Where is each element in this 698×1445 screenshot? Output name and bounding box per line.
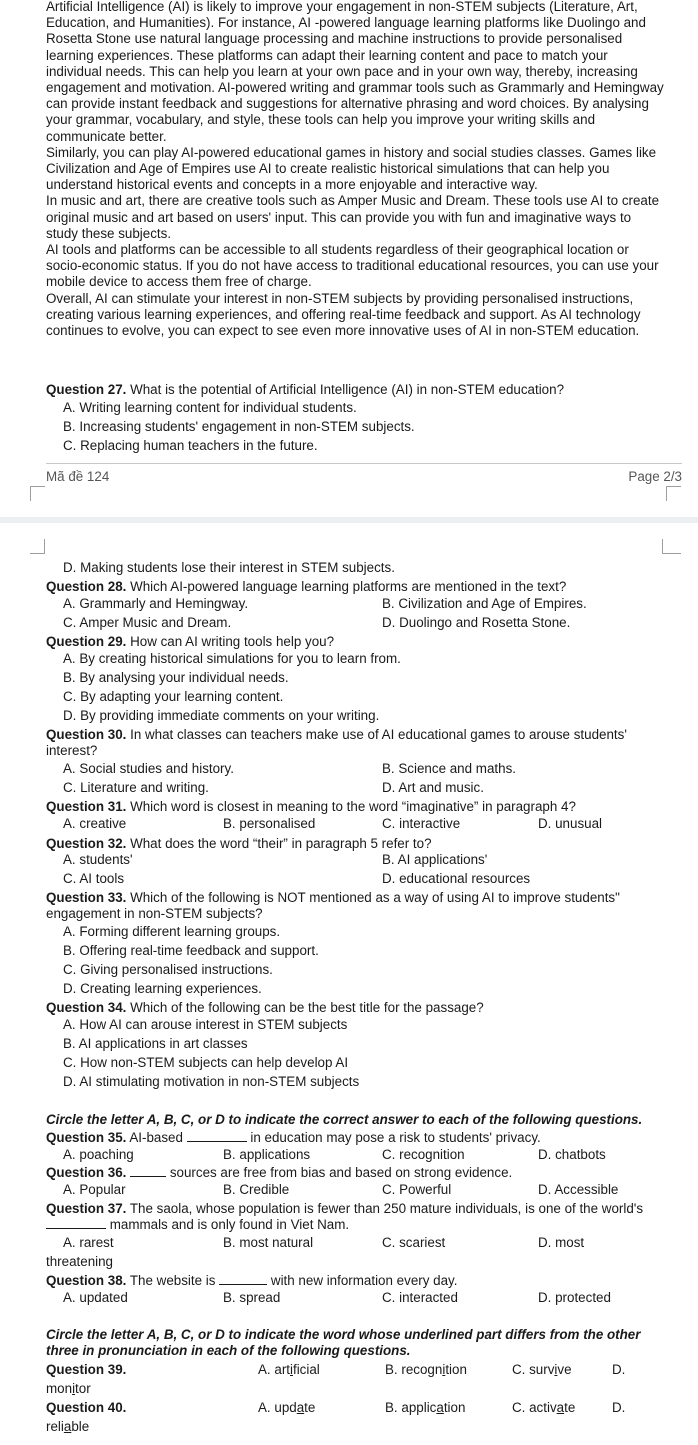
option-d[interactable]: D. Art and music. [382, 780, 484, 795]
option-c[interactable]: C. Giving personalised instructions. [63, 962, 273, 977]
question-text: Which word is closest in meaning to the word “imaginative” in paragraph 4? [126, 799, 576, 814]
option-d[interactable]: D. Making students lose their interest in STEM subjects. [63, 560, 395, 575]
question-text: sources are free from bias and based on strong evidence. [166, 1165, 513, 1180]
option-d[interactable]: D. AI stimulating motivation in non-STEM subjects [63, 1074, 360, 1089]
question-text: AI-based [126, 1130, 187, 1145]
option-d[interactable]: D. educational resources [382, 871, 531, 886]
question-label: Question 34. [46, 1000, 127, 1015]
question-label: Question 37. [46, 1201, 127, 1216]
option-a[interactable]: A. creative [63, 816, 127, 831]
option-c[interactable]: C. Amper Music and Dream. [63, 615, 232, 630]
option-c[interactable]: C. Powerful [382, 1182, 452, 1197]
option-c[interactable]: C. interactive [382, 816, 461, 831]
exam-code: Mã đề 124 [46, 469, 110, 484]
question-text: in education may pose a risk to students' privacy. [246, 1130, 541, 1145]
option-b[interactable]: B. spread [223, 1290, 281, 1305]
answer-blank [219, 1273, 267, 1285]
underlined-letter: i [72, 1381, 76, 1396]
option-b[interactable]: B. By analysing your individual needs. [63, 670, 289, 685]
option-a[interactable]: A. poaching [63, 1147, 134, 1162]
option-d[interactable]: D. unusual [538, 816, 603, 831]
option-c[interactable]: C. activate [512, 1400, 576, 1415]
option-b[interactable]: B. recognition [385, 1362, 467, 1377]
underlined-letter: i [442, 1362, 446, 1377]
question-27 [46, 382, 666, 398]
option-c[interactable]: C. survive [512, 1362, 572, 1377]
option-a[interactable]: A. Popular [63, 1182, 126, 1197]
question-text: Which AI-powered language learning platforms are mentioned in the text? [126, 579, 567, 594]
question-29 [46, 634, 666, 650]
option-d[interactable]: D. protected [538, 1290, 611, 1305]
option-a[interactable]: A. Social studies and history. [63, 761, 234, 776]
passage-paragraph: Overall, AI can stimulate your interest in non-STEM subjects by providing personalised instructions, creating various learning experiences, and offering real-time feedback and support. As AI technology continues to evolve, you can expect to see even more innovative uses of AI in non-STEM education. [46, 290, 641, 339]
question-label: Question 29. [46, 634, 127, 649]
option-a[interactable]: A. updated [63, 1290, 128, 1305]
question-text: What is the potential of Artificial Intelligence (AI) in non-STEM education? [126, 382, 565, 397]
question-37 [46, 1201, 666, 1233]
question-text: How can AI writing tools help you? [126, 634, 335, 649]
option-d[interactable]: D. [612, 1400, 626, 1415]
crop-mark [662, 539, 681, 554]
page-number: Page 2/3 [628, 469, 682, 484]
option-b[interactable]: B. Offering real-time feedback and support. [63, 943, 319, 958]
option-a[interactable]: A. Forming different learning groups. [63, 924, 281, 939]
answer-blank [187, 1130, 247, 1142]
passage-paragraph: Similarly, you can play AI-powered educational games in history and social studies classes. Games like Civilization and Age of Empires use AI to create realistic historical simulations that can help you understand historical events and concepts in a more enjoyable and interactive way. [46, 144, 657, 193]
option-a[interactable]: A. How AI can arouse interest in STEM subjects [63, 1017, 348, 1032]
crop-mark [30, 486, 45, 501]
answer-blank [130, 1165, 166, 1177]
option-a[interactable]: A. By creating historical simulations for you to learn from. [63, 651, 401, 666]
question-label: Question 30. [46, 727, 127, 742]
underlined-letter: a [63, 1419, 72, 1434]
option-d[interactable]: D. Accessible [538, 1182, 619, 1197]
question-text: Which of the following can be the best title for the passage? [126, 1000, 484, 1015]
option-b[interactable]: B. applications [223, 1147, 311, 1162]
passage-paragraph: Artificial Intelligence (AI) is likely to improve your engagement in non-STEM subjects (Literature, Art, Education, and Humanities). For instance, AI -powered language learning platforms like Duolingo and Rosetta Stone use natural language processing and machine instructions to provide personalised learning experiences. These platforms can adapt their learning content and pace to match your individual needs. This can help you learn at your own pace and in your own way, thereby, increasing engagement and motivation. AI-powered writing and grammar tools such as Grammarly and Hemingway can provide instant feedback and suggestions for alternative phrasing and word choices. By analysing your grammar, vocabulary, and style, these tools can help you improve your writing skills and communicate better. [46, 0, 664, 144]
underlined-letter: a [556, 1400, 565, 1415]
question-label: Question 36. [46, 1165, 127, 1180]
passage [46, 0, 666, 339]
option-a[interactable]: A. Writing learning content for individual students. [63, 400, 357, 415]
option-a[interactable]: A. Grammarly and Hemingway. [63, 596, 249, 611]
page-separator [0, 517, 698, 523]
answer-blank [46, 1217, 106, 1229]
question-text: mammals and is only found in Viet Nam. [106, 1217, 350, 1233]
option-c[interactable]: C. interacted [382, 1290, 458, 1305]
option-d-continued: reliable [46, 1419, 90, 1434]
section-instruction: Circle the letter A, B, C, or D to indicate the correct answer to each of the following questions. [46, 1112, 643, 1127]
question-label: Question 38. [46, 1273, 127, 1288]
option-b[interactable]: B. AI applications in art classes [63, 1036, 248, 1051]
option-a[interactable]: A. rarest [63, 1235, 114, 1250]
question-28 [46, 579, 666, 595]
option-c[interactable]: C. Literature and writing. [63, 780, 209, 795]
question-label: Question 35. [46, 1130, 127, 1145]
option-b[interactable]: B. personalised [223, 816, 316, 831]
underlined-letter: i [290, 1362, 293, 1377]
question-30 [46, 727, 666, 759]
option-d-continued: monitor [46, 1381, 91, 1396]
question-text: The saola, whose population is fewer than 250 mature individuals, is one of the world's [126, 1201, 644, 1216]
option-b[interactable]: B. Civilization and Age of Empires. [382, 596, 587, 611]
question-text: Which of the following is NOT mentioned as a way of using AI to improve students" engagement in non-STEM subjects? [46, 890, 620, 922]
option-b[interactable]: B. Science and maths. [382, 761, 516, 776]
crop-mark [666, 486, 681, 501]
underlined-letter: i [554, 1362, 558, 1377]
option-b[interactable]: B. Credible [223, 1182, 290, 1197]
option-d[interactable]: D. chatbots [538, 1147, 606, 1162]
option-b[interactable]: B. Increasing students' engagement in non-STEM subjects. [63, 419, 415, 434]
option-d[interactable]: D. Duolingo and Rosetta Stone. [382, 615, 571, 630]
question-label: Question 28. [46, 579, 127, 594]
underlined-letter: a [436, 1400, 444, 1415]
footer-divider [46, 463, 682, 464]
question-text: In what classes can teachers make use of AI educational games to arouse students' interest? [46, 727, 627, 759]
option-d-continued: threatening [46, 1254, 114, 1269]
question-33 [46, 890, 666, 922]
question-35 [46, 1130, 666, 1146]
option-b[interactable]: B. most natural [223, 1235, 314, 1250]
crop-mark [30, 539, 45, 554]
question-label: Question 27. [46, 382, 127, 397]
question-label: Question 40. [46, 1400, 127, 1415]
question-34 [46, 1000, 666, 1016]
option-d[interactable]: D. By providing immediate comments on your writing. [63, 708, 380, 723]
section-instruction: Circle the letter A, B, C, or D to indicate the word whose underlined part differs from the other three in pronunciation in each of the following questions. [46, 1327, 641, 1359]
question-label: Question 31. [46, 799, 127, 814]
question-text: What does the word “their” in paragraph 5 refer to? [126, 836, 432, 851]
option-c[interactable]: C. AI tools [63, 871, 125, 886]
passage-paragraph: AI tools and platforms can be accessible to all students regardless of their geographical location or socio-economic status. If you do not have access to traditional educational resources, you can use your mobile device to access them free of charge. [46, 242, 659, 290]
option-b[interactable]: B. AI applications' [382, 852, 488, 867]
question-31 [46, 799, 666, 815]
option-d[interactable]: D. [612, 1362, 626, 1377]
option-d[interactable]: D. Creating learning experiences. [63, 981, 262, 996]
option-b[interactable]: B. application [385, 1400, 466, 1415]
option-c[interactable]: C. Replacing human teachers in the future. [63, 438, 318, 453]
option-c[interactable]: C. scariest [382, 1235, 446, 1250]
question-label: Question 39. [46, 1362, 127, 1377]
underlined-letter: a [296, 1400, 305, 1415]
question-32 [46, 836, 666, 852]
question-36 [46, 1165, 666, 1181]
question-label: Question 32. [46, 836, 127, 851]
option-c[interactable]: C. How non-STEM subjects can help develop AI [63, 1055, 349, 1070]
question-label: Question 33. [46, 890, 127, 905]
option-a[interactable]: A. update [258, 1400, 316, 1415]
option-c[interactable]: C. recognition [382, 1147, 465, 1162]
option-c[interactable]: C. By adapting your learning content. [63, 689, 284, 704]
option-a[interactable]: A. students' [63, 852, 133, 867]
question-38 [46, 1273, 666, 1289]
question-text: The website is [126, 1273, 220, 1288]
option-d[interactable]: D. most [538, 1235, 585, 1250]
option-a[interactable]: A. artificial [258, 1362, 320, 1377]
question-text: with new information every day. [267, 1273, 458, 1288]
passage-paragraph: In music and art, there are creative tools such as Amper Music and Dream. These tools use AI to create original music and art based on users' input. This can provide you with fun and imaginative ways to study these subjects. [46, 193, 660, 241]
